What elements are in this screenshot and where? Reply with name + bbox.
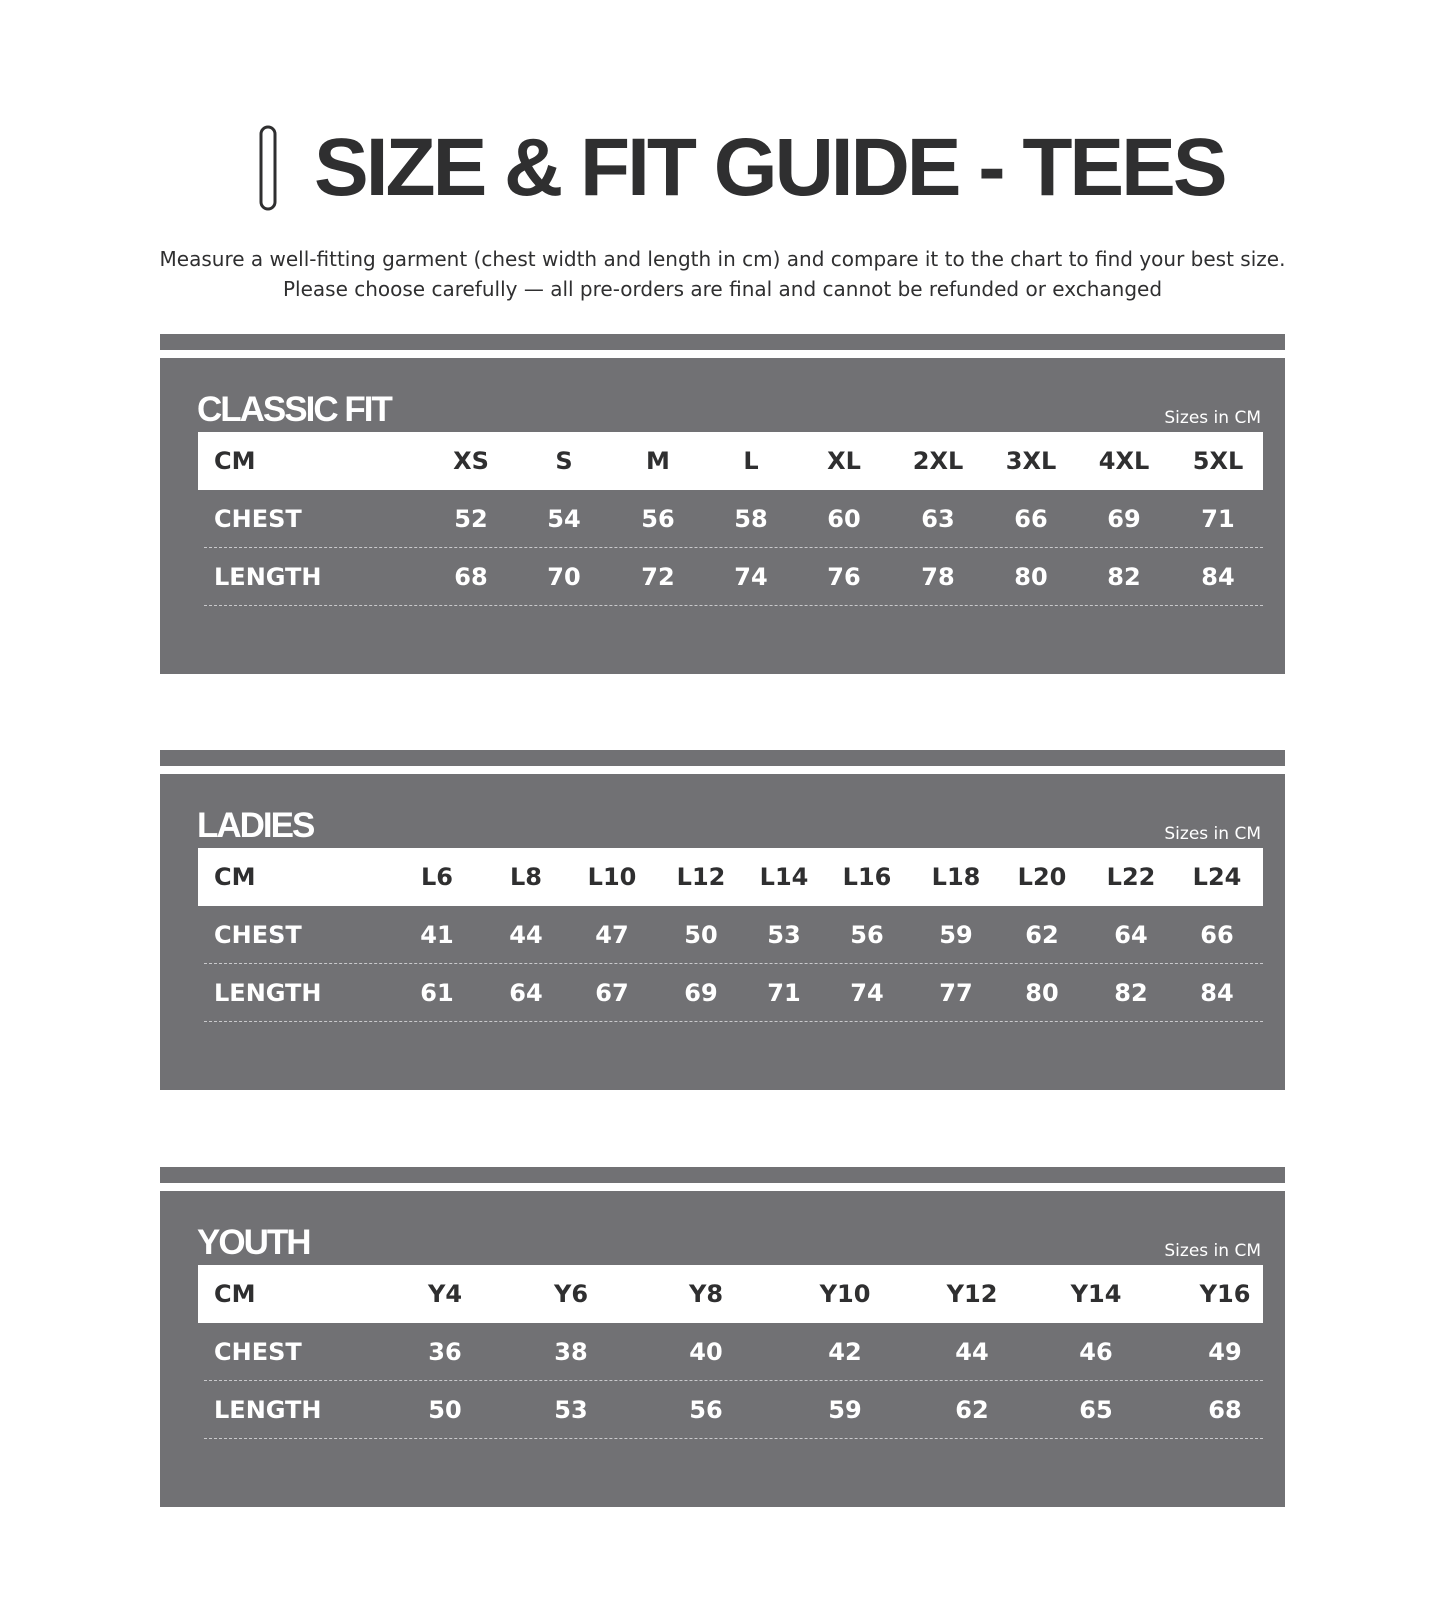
chest-value: 36 xyxy=(428,1338,462,1366)
dashed-divider xyxy=(204,605,1263,606)
chest-value: 63 xyxy=(921,505,955,533)
chest-row xyxy=(198,906,1263,964)
length-value: 68 xyxy=(454,563,488,591)
chest-value: 60 xyxy=(827,505,861,533)
size-label: S xyxy=(555,447,573,475)
chest-value: 56 xyxy=(641,505,675,533)
chest-value: 50 xyxy=(684,921,718,949)
chest-value: 62 xyxy=(1025,921,1059,949)
length-value: 77 xyxy=(939,979,973,1007)
intro-line-1: Measure a well-fitting garment (chest width and length in cm) and compare it to the chart to find your best size. xyxy=(159,247,1286,271)
chest-value: 66 xyxy=(1200,921,1234,949)
size-label: L12 xyxy=(676,863,726,891)
length-value: 59 xyxy=(828,1396,862,1424)
length-row xyxy=(198,548,1263,606)
size-label: XS xyxy=(453,447,489,475)
chest-row xyxy=(198,1323,1263,1381)
length-value: 67 xyxy=(595,979,629,1007)
length-label: LENGTH xyxy=(214,1396,322,1424)
cm-label: CM xyxy=(214,447,256,475)
chest-label: CHEST xyxy=(214,1338,302,1366)
ring-clip-icon xyxy=(258,124,278,212)
youth-title: YOUTH xyxy=(197,1223,310,1262)
size-label: L20 xyxy=(1017,863,1067,891)
length-value: 70 xyxy=(547,563,581,591)
length-value: 69 xyxy=(684,979,718,1007)
size-label: L14 xyxy=(759,863,809,891)
length-value: 56 xyxy=(689,1396,723,1424)
length-value: 82 xyxy=(1107,563,1141,591)
cm-label: CM xyxy=(214,1280,256,1308)
chest-value: 66 xyxy=(1014,505,1048,533)
intro-text xyxy=(0,244,1445,304)
units-note: Sizes in CM xyxy=(1164,1241,1261,1261)
length-value: 80 xyxy=(1025,979,1059,1007)
length-value: 68 xyxy=(1208,1396,1242,1424)
size-label: L8 xyxy=(510,863,542,891)
length-value: 82 xyxy=(1114,979,1148,1007)
classic-fit-title: CLASSIC FIT xyxy=(197,390,391,429)
size-label: 5XL xyxy=(1192,447,1244,475)
chest-value: 54 xyxy=(547,505,581,533)
youth-panel xyxy=(160,1191,1285,1507)
chest-value: 52 xyxy=(454,505,488,533)
size-label: Y8 xyxy=(688,1280,724,1308)
size-label: L24 xyxy=(1192,863,1242,891)
size-label: L6 xyxy=(421,863,453,891)
section-top-bar xyxy=(160,334,1285,350)
chest-label: CHEST xyxy=(214,505,302,533)
units-note: Sizes in CM xyxy=(1164,824,1261,844)
youth-section xyxy=(160,1167,1285,1507)
section-top-bar xyxy=(160,1167,1285,1183)
size-label: Y10 xyxy=(819,1280,871,1308)
section-top-bar xyxy=(160,750,1285,766)
chest-value: 38 xyxy=(554,1338,588,1366)
length-label: LENGTH xyxy=(214,563,322,591)
size-label: Y6 xyxy=(553,1280,589,1308)
size-label: Y4 xyxy=(427,1280,463,1308)
chest-value: 42 xyxy=(828,1338,862,1366)
size-label: Y14 xyxy=(1070,1280,1122,1308)
page-title: SIZE & FIT GUIDE - TEES xyxy=(314,122,1225,213)
chest-value: 69 xyxy=(1107,505,1141,533)
length-value: 74 xyxy=(734,563,768,591)
chest-value: 44 xyxy=(509,921,543,949)
size-label: 2XL xyxy=(912,447,964,475)
length-value: 84 xyxy=(1200,979,1234,1007)
chest-value: 49 xyxy=(1208,1338,1242,1366)
length-value: 64 xyxy=(509,979,543,1007)
size-header-row xyxy=(198,1265,1263,1323)
chest-value: 58 xyxy=(734,505,768,533)
chest-value: 44 xyxy=(955,1338,989,1366)
chest-value: 71 xyxy=(1201,505,1235,533)
chest-value: 40 xyxy=(689,1338,723,1366)
ladies-panel xyxy=(160,774,1285,1090)
size-label: 3XL xyxy=(1005,447,1057,475)
length-value: 76 xyxy=(827,563,861,591)
size-label: L18 xyxy=(931,863,981,891)
classic-fit-section xyxy=(160,334,1285,674)
size-label: L22 xyxy=(1106,863,1156,891)
length-value: 65 xyxy=(1079,1396,1113,1424)
length-value: 62 xyxy=(955,1396,989,1424)
page-header xyxy=(0,118,1445,218)
size-label: M xyxy=(646,447,670,475)
length-value: 74 xyxy=(850,979,884,1007)
chest-value: 47 xyxy=(595,921,629,949)
length-value: 72 xyxy=(641,563,675,591)
size-label: L16 xyxy=(842,863,892,891)
units-note: Sizes in CM xyxy=(1164,408,1261,428)
size-header-row xyxy=(198,432,1263,490)
chest-value: 46 xyxy=(1079,1338,1113,1366)
size-label: Y12 xyxy=(946,1280,998,1308)
chest-label: CHEST xyxy=(214,921,302,949)
size-label: Y16 xyxy=(1199,1280,1251,1308)
ladies-title: LADIES xyxy=(197,806,314,845)
classic-fit-panel xyxy=(160,358,1285,674)
size-label: 4XL xyxy=(1098,447,1150,475)
chest-value: 41 xyxy=(420,921,454,949)
dashed-divider xyxy=(204,1438,1263,1439)
cm-label: CM xyxy=(214,863,256,891)
length-row xyxy=(198,1381,1263,1439)
chest-row xyxy=(198,490,1263,548)
intro-line-2: Please choose carefully — all pre-orders are final and cannot be refunded or exchanged xyxy=(282,277,1163,301)
chest-value: 56 xyxy=(850,921,884,949)
length-label: LENGTH xyxy=(214,979,322,1007)
length-value: 50 xyxy=(428,1396,462,1424)
chest-value: 64 xyxy=(1114,921,1148,949)
length-value: 61 xyxy=(420,979,454,1007)
length-value: 53 xyxy=(554,1396,588,1424)
chest-value: 53 xyxy=(767,921,801,949)
length-value: 71 xyxy=(767,979,801,1007)
chest-value: 59 xyxy=(939,921,973,949)
length-row xyxy=(198,964,1263,1022)
length-value: 84 xyxy=(1201,563,1235,591)
dashed-divider xyxy=(204,1021,1263,1022)
length-value: 78 xyxy=(921,563,955,591)
size-label: XL xyxy=(827,447,861,475)
size-label: L10 xyxy=(587,863,637,891)
size-header-row xyxy=(198,848,1263,906)
length-value: 80 xyxy=(1014,563,1048,591)
size-label: L xyxy=(743,447,759,475)
ladies-section xyxy=(160,750,1285,1090)
